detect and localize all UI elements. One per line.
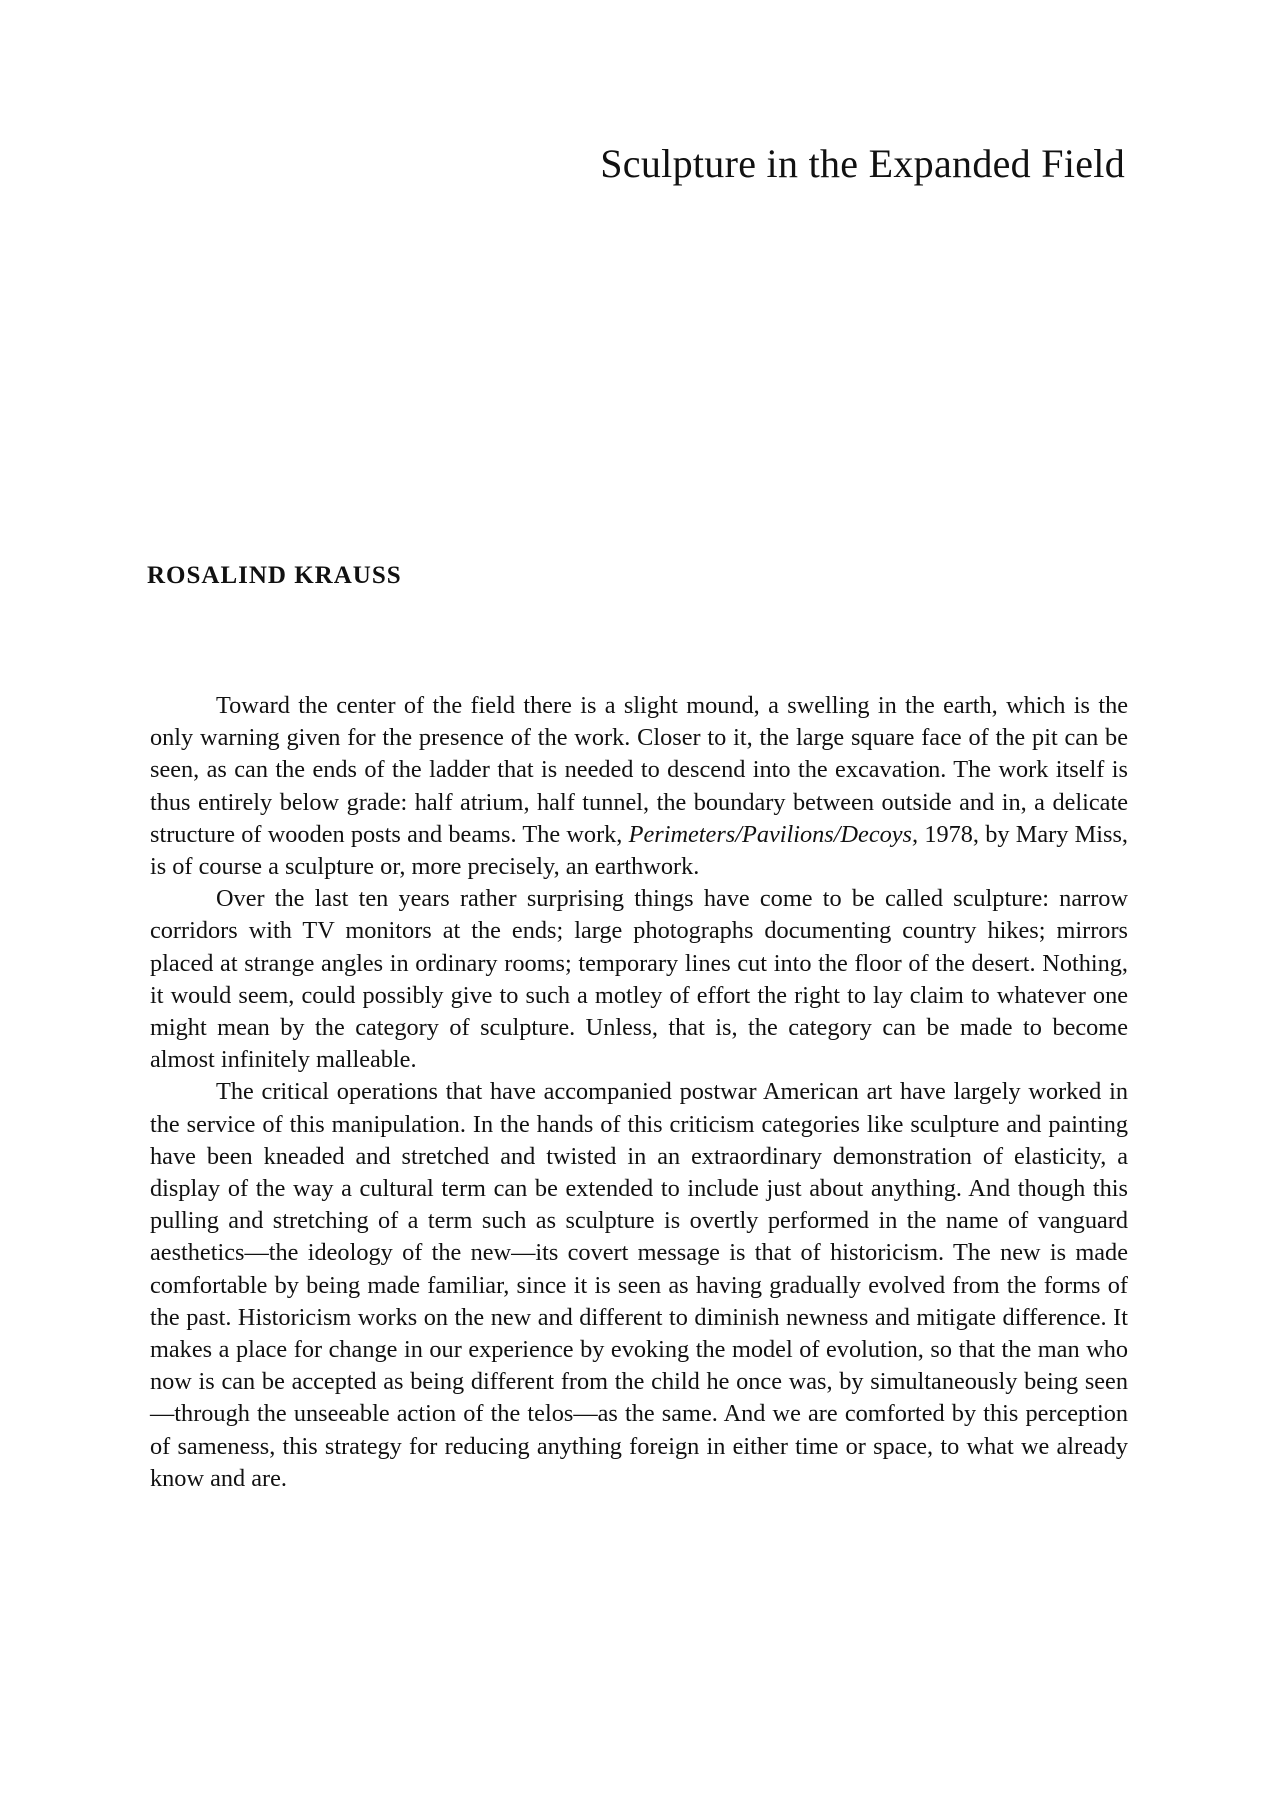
- paragraph-1-text-start: Toward the center of the field there is a slight mound, a swelling in the earth, which is the only warning given for the presence of the work. Closer to it, the large square face of the pit can be seen, as can the ends of the ladder that is needed to descend into the excavation. The work itself is thus entirely below grade: half atrium, half tunnel, the boundary between outside and in, a delicate structure of wooden posts and beams. The work,: [150, 692, 1128, 848]
- paragraph-1: [150, 690, 1128, 883]
- article-title: Sculpture in the Expanded Field: [600, 141, 1125, 186]
- author-name: ROSALIND KRAUSS: [147, 562, 402, 589]
- article-body: [150, 690, 1128, 1495]
- paragraph-1-text-end: 1978, by Mary Miss, is of course a sculpture or, more precisely, an earthwork.: [150, 820, 1128, 881]
- paragraph-3: The critical operations that have accompanied postwar American art have largely worked in the service of this manipulation. In the hands of this criticism categories like sculpture and painting have been kneaded and stretched and twisted in an extraordinary demonstration of elasticity, a display of the way a cultural term can be extended to include just about anything. And though this pulling and stretching of a term such as sculpture is overtly performed in the name of vanguard aesthetics—the ideology of the new—its covert message is that of historicism. The new is made comfortable by being made familiar, since it is seen as having gradually evolved from the forms of the past. Historicism works on the new and different to diminish newness and mitigate difference. It makes a place for change in our experience by evoking the model of evolution, so that the man who now is can be accepted as being different from the child he once was, by simultaneously being seen—through the unseeable action of the telos—as the same. And we are comforted by this perception of sameness, this strategy for reducing anything foreign in either time or space, to what we already know and are.: [150, 1078, 1128, 1492]
- artwork-title: Perimeters/Pavilions/Decoys,: [628, 820, 919, 848]
- paragraph-2: Over the last ten years rather surprising things have come to be called sculpture: narrow corridors with TV monitors at the ends; large photographs documenting country hikes; mirrors placed at strange angles in ordinary rooms; temporary lines cut into the floor of the desert. Nothing, it would seem, could possibly give to such a motley of effort the right to lay claim to whatever one might mean by the category of sculpture. Unless, that is, the category can be made to become almost infinitely malleable.: [150, 885, 1128, 1074]
